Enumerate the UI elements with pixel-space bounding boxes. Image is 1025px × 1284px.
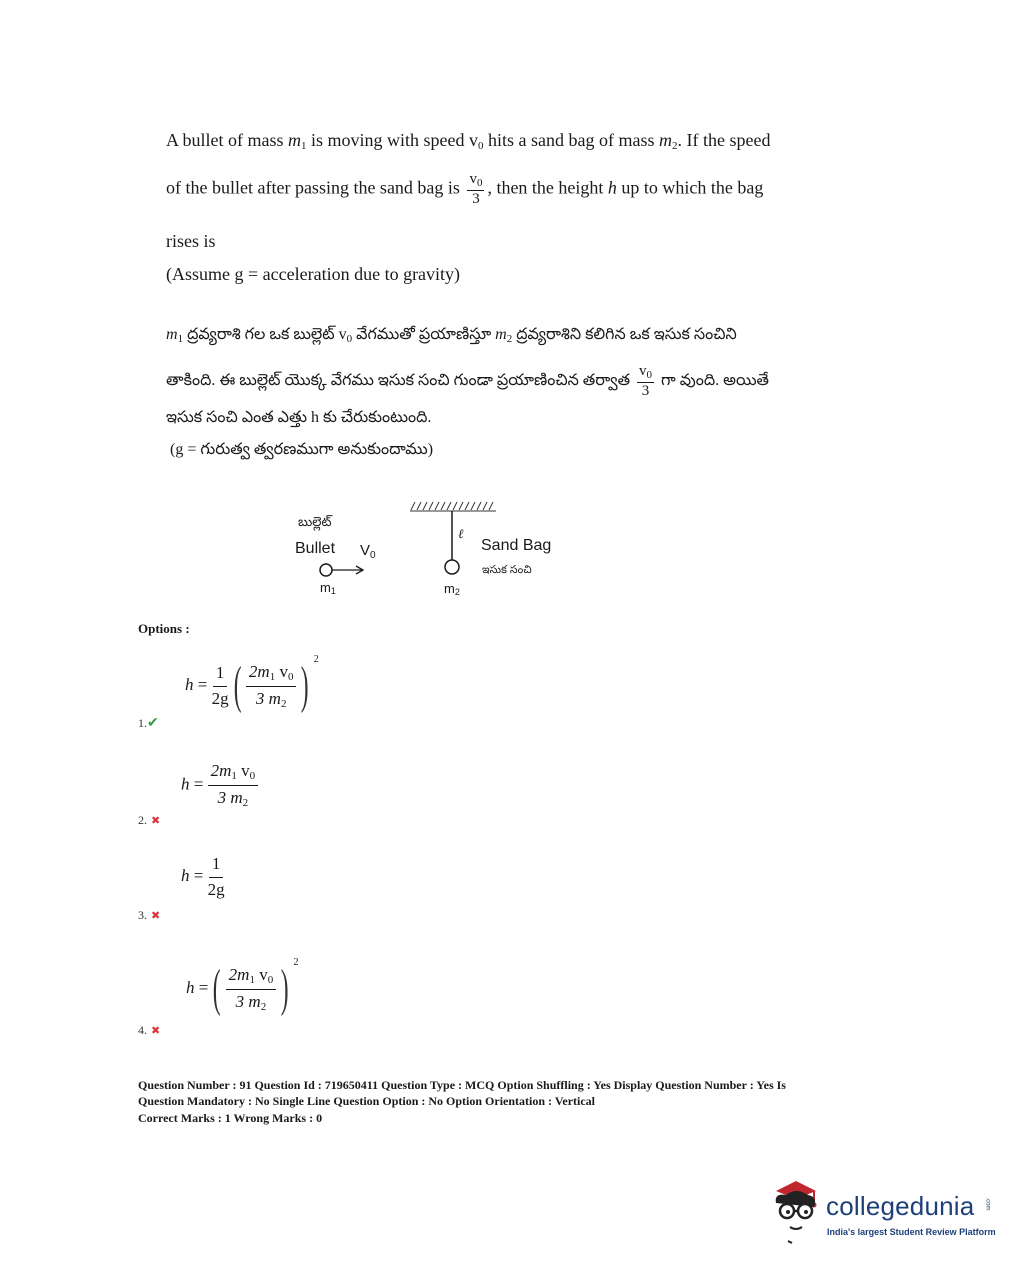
text: . If the speed — [677, 130, 771, 150]
v0-label — [360, 542, 376, 561]
option-number: 1. — [138, 716, 147, 730]
ceiling-hatch — [411, 502, 493, 510]
sandbag-label-te: ఇసుక సంచి — [482, 564, 532, 576]
two-m: 2m — [248, 661, 270, 681]
sub: 1 — [249, 973, 255, 986]
question-te-line2 — [166, 364, 769, 399]
option-number: 3. — [138, 908, 147, 922]
m2-label — [444, 581, 460, 597]
m2-symbol: m — [495, 326, 507, 343]
v: v — [241, 761, 250, 780]
square-exponent: 2 — [313, 654, 319, 665]
equals: = — [197, 675, 208, 694]
option-number: 4. — [138, 1023, 147, 1037]
two-m: 2m — [210, 761, 232, 780]
sandbag-label-en: Sand Bag — [481, 537, 552, 554]
text: A bullet of mass — [166, 130, 288, 150]
m-symbol: m — [320, 580, 331, 595]
text: , then the height — [487, 177, 608, 198]
wrong-cross-icon: ✖ — [151, 1025, 161, 1037]
num: 1 — [213, 664, 228, 687]
option-3-formula — [181, 855, 225, 899]
student-mascot-icon — [766, 1177, 826, 1245]
option-3-marker[interactable] — [138, 906, 160, 924]
text: is moving with speed — [306, 130, 469, 150]
left-paren: ( — [233, 657, 242, 715]
left-paren: ( — [213, 960, 221, 1018]
m1-symbol: m — [288, 130, 301, 150]
sub: 2 — [280, 697, 287, 710]
option-number: 2. — [138, 813, 147, 827]
question-en-line4: (Assume g = acceleration due to gravity) — [166, 264, 461, 284]
m2-subscript: 2 — [671, 140, 678, 152]
m-subscript: 1 — [330, 586, 336, 596]
v0-over-3-fraction — [467, 172, 484, 207]
bullet-sandbag-diagram — [280, 498, 580, 602]
v0-symbol: v — [338, 326, 347, 343]
right-paren: ) — [280, 960, 289, 1018]
question-en-line2 — [166, 172, 763, 207]
sub: 0 — [249, 770, 256, 782]
option-1-formula — [185, 654, 319, 715]
text: ద్రవ్యరాశి గల ఒక బుల్లెట్ — [183, 326, 339, 343]
logo-tagline: India's largest Student Review Platform — [827, 1227, 996, 1237]
square-exponent: 2 — [293, 957, 299, 968]
den: 2g — [211, 688, 229, 708]
question-en-line1 — [166, 130, 770, 152]
question-en-line3: rises is — [166, 231, 216, 251]
option-2-marker[interactable] — [138, 811, 160, 829]
equals: = — [193, 774, 204, 794]
h-symbol: h — [186, 978, 195, 997]
m1-label — [320, 580, 336, 596]
text: hits a sand bag of mass — [483, 130, 659, 150]
text: of the bullet after passing the sand bag is — [166, 177, 465, 198]
sandbag-circle — [445, 560, 459, 574]
v0-subscript: 0 — [370, 550, 376, 561]
options-label: Options : — [138, 621, 190, 636]
m-subscript: 2 — [454, 587, 460, 597]
three-m: 3 m — [235, 991, 261, 1011]
m2-subscript: 2 — [506, 333, 513, 345]
frac-num-sub: 0 — [476, 177, 483, 189]
sub: 2 — [242, 797, 249, 810]
mass-velocity-fraction — [246, 663, 297, 710]
h-symbol: h — [181, 774, 190, 794]
one-over-2g — [212, 664, 229, 708]
text: తాకింది. ఈ బుల్లెట్ యొక్క వేగము ఇసుక సంచి గుండా ప్రయాణించిన తర్వాత — [166, 372, 635, 390]
m1-symbol: m — [166, 326, 178, 343]
option-1-marker[interactable] — [138, 714, 159, 732]
text: ద్రవ్యరాశిని కలిగిన ఒక ఇసుక సంచిని — [512, 326, 737, 343]
three-m: 3 m — [255, 688, 281, 708]
sub: 0 — [287, 670, 294, 683]
bullet-circle — [320, 564, 332, 576]
sub: 1 — [269, 670, 276, 683]
one-over-2g — [208, 855, 225, 899]
text: వేగముతో ప్రయాణిస్తూ — [352, 326, 496, 343]
m1-subscript: 1 — [177, 333, 184, 345]
question-te-line4: (g = గురుత్వ త్వరణముగా అనుకుందాము) — [170, 441, 434, 458]
frac-den: 3 — [472, 191, 480, 207]
question-meta-line1: Question Number : 91 Question Id : 719650411 Question Type : MCQ Option Shuffling : Yes Display Question Number : Yes Is — [138, 1078, 786, 1092]
v: v — [279, 661, 288, 681]
mass-velocity-fraction — [226, 966, 277, 1013]
mass-velocity-fraction — [208, 762, 259, 809]
v0-subscript: 0 — [346, 333, 353, 345]
three-m: 3 m — [217, 788, 243, 808]
sub: 0 — [267, 973, 274, 986]
frac-num: v — [639, 363, 647, 379]
question-te-line3: ఇసుక సంచి ఎంత ఎత్తు h కు చేరుకుంటుంది. — [166, 409, 432, 426]
logo-com-suffix: .com — [984, 1197, 991, 1211]
two-m: 2m — [228, 964, 250, 984]
num: 1 — [209, 855, 224, 878]
correct-check-icon: ✔ — [147, 716, 159, 731]
m1-subscript: 1 — [301, 140, 307, 152]
m2-symbol: m — [658, 130, 672, 150]
question-meta-line3: Correct Marks : 1 Wrong Marks : 0 — [138, 1111, 323, 1125]
v0-over-3-fraction — [637, 364, 654, 399]
text: గా వుంది. అయితే — [657, 372, 769, 390]
m-symbol: m — [444, 581, 455, 596]
equals: = — [193, 866, 204, 886]
right-paren: ) — [301, 657, 310, 715]
frac-num: v — [469, 171, 477, 187]
question-te-line1 — [166, 325, 737, 347]
wrong-cross-icon: ✖ — [151, 815, 161, 827]
sub: 2 — [260, 1000, 267, 1013]
v: v — [259, 964, 268, 984]
h-symbol: h — [607, 177, 617, 198]
bullet-label-te: బుల్లెట్ — [298, 514, 332, 529]
length-label: ℓ — [458, 527, 464, 542]
option-4-marker[interactable] — [138, 1021, 160, 1039]
option-4-formula — [186, 957, 299, 1018]
v0-subscript: 0 — [478, 140, 484, 152]
option-2-formula — [181, 762, 258, 809]
den: 2g — [207, 879, 225, 899]
bullet-label-en: Bullet — [295, 540, 336, 557]
equals: = — [198, 978, 209, 997]
sub: 1 — [231, 770, 237, 782]
collegedunia-logo[interactable] — [766, 1177, 996, 1249]
frac-num-sub: 0 — [646, 369, 653, 381]
question-meta-line2: Question Mandatory : No Single Line Question Option : No Option Orientation : Vertical — [138, 1094, 596, 1108]
h-symbol: h — [185, 675, 194, 694]
logo-wordmark: collegedunia — [826, 1191, 975, 1221]
v0-symbol: v — [469, 130, 478, 150]
wrong-cross-icon: ✖ — [151, 910, 161, 922]
text: up to which the bag — [616, 177, 764, 198]
frac-den: 3 — [641, 383, 650, 399]
v0-symbol: V — [360, 542, 371, 559]
h-symbol: h — [181, 866, 190, 886]
